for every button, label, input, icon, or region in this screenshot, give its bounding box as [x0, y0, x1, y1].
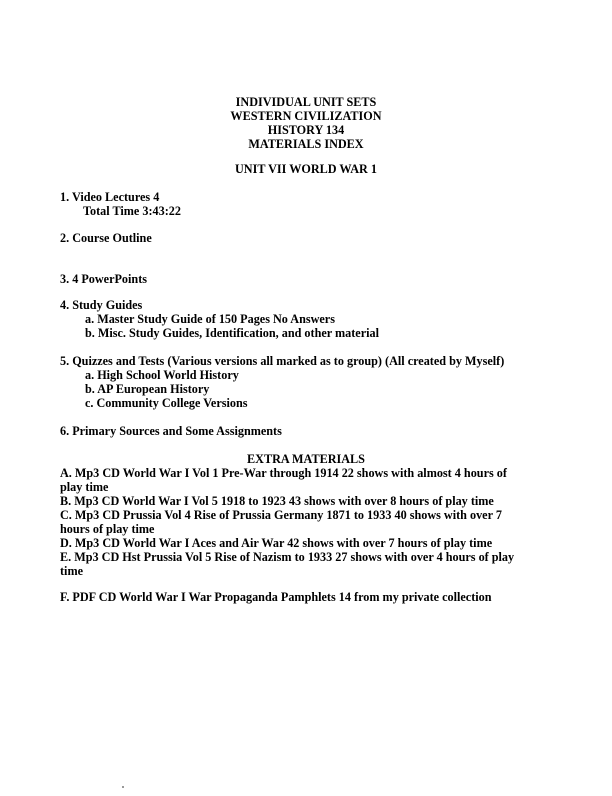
section-primary-sources	[60, 424, 560, 438]
section-powerpoints	[60, 272, 560, 286]
section-title: 3. 4 PowerPoints	[60, 272, 147, 286]
extra-materials-title: EXTRA MATERIALS	[247, 452, 365, 466]
section-title: 4. Study Guides	[60, 298, 143, 312]
section-title: 2. Course Outline	[60, 231, 152, 245]
document-header	[0, 95, 612, 151]
unit-title: UNIT VII WORLD WAR 1	[235, 162, 377, 176]
list-item: b. AP European History	[85, 382, 210, 396]
extra-item-f	[60, 590, 560, 604]
section-title: 6. Primary Sources and Some Assignments	[60, 424, 282, 438]
section-quizzes-tests	[60, 354, 560, 410]
extra-item: E. Mp3 CD Hst Prussia Vol 5 Rise of Nazism to 1933 27 shows with over 4 hours of play time	[60, 550, 515, 578]
extra-materials-list	[60, 466, 530, 578]
list-item: c. Community College Versions	[85, 396, 248, 410]
list-item: a. High School World History	[85, 368, 239, 382]
list-item: b. Misc. Study Guides, Identification, and other material	[85, 326, 379, 340]
extra-item: B. Mp3 CD World War I Vol 5 1918 to 1923 43 shows with over 8 hours of play time	[60, 494, 494, 508]
header-line-4: MATERIALS INDEX	[248, 137, 364, 151]
list-item: a. Master Study Guide of 150 Pages No Answers	[85, 312, 335, 326]
header-line-3: HISTORY 134	[267, 123, 345, 137]
scan-speck	[122, 786, 124, 788]
section-study-guides	[60, 298, 560, 340]
section-title: 1. Video Lectures 4	[60, 190, 160, 204]
extra-item: D. Mp3 CD World War I Aces and Air War 42 shows with over 7 hours of play time	[60, 536, 493, 550]
section-video-lectures	[60, 190, 560, 218]
header-line-1: INDIVIDUAL UNIT SETS	[235, 95, 377, 109]
header-line-2: WESTERN CIVILIZATION	[230, 109, 382, 123]
extra-item: A. Mp3 CD World War I Vol 1 Pre-War through 1914 22 shows with almost 4 hours of play time	[60, 466, 507, 494]
extra-item: F. PDF CD World War I War Propaganda Pamphlets 14 from my private collection	[60, 590, 492, 604]
section-title: 5. Quizzes and Tests (Various versions all marked as to group) (All created by Myself)	[60, 354, 505, 368]
section-subline: Total Time 3:43:22	[83, 204, 181, 218]
section-course-outline	[60, 231, 560, 245]
extra-item: C. Mp3 CD Prussia Vol 4 Rise of Prussia Germany 1871 to 1933 40 shows with over 7 hours of play time	[60, 508, 502, 536]
